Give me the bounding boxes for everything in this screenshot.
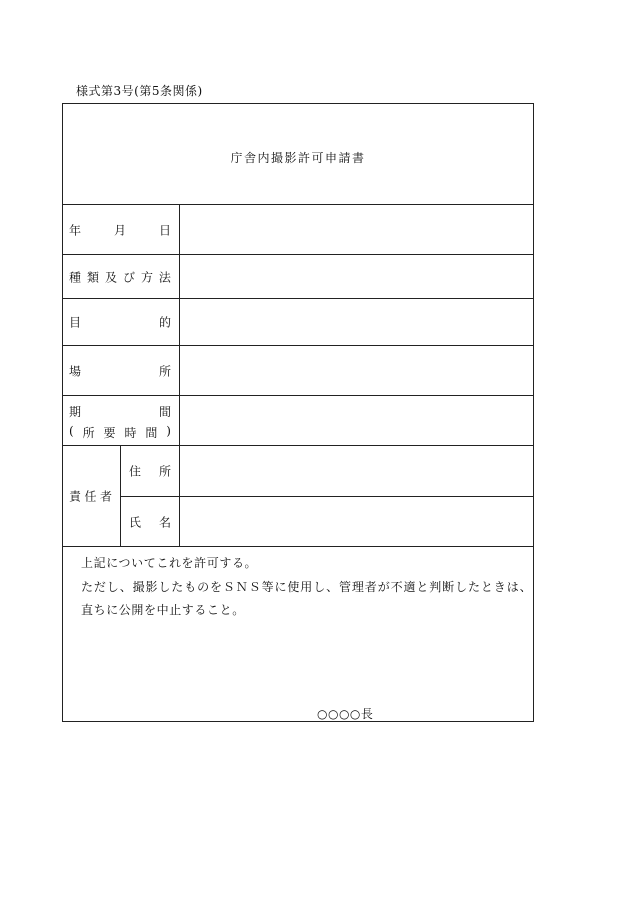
label-char: 場 [69,364,82,378]
label-char: び [122,270,135,284]
title-row [63,104,533,205]
application-form [62,103,534,722]
date-field[interactable] [180,205,533,254]
label-date [63,205,180,254]
notice-line-1: 上記についてこれを許可する。 [81,556,258,570]
label-char: 住 [129,464,142,479]
label-char: 名 [158,515,171,529]
label-char: 的 [158,315,171,330]
label-char: 日 [158,223,171,237]
label-char: 所 [158,364,171,378]
label-char: 所 [82,426,95,440]
label-char: 期 [69,405,82,419]
label-char: 目 [69,315,82,330]
row-responsible [63,446,533,547]
row-place [63,346,533,396]
label-name [121,497,180,546]
label-purpose [63,299,180,345]
label-char: ) [166,424,171,438]
label-char: 時 [124,426,137,440]
label-char: 要 [103,426,116,440]
label-type-method [63,255,180,298]
label-responsible [63,446,121,546]
signer: ○○○○長 [317,707,374,721]
label-char: 氏 [129,515,142,529]
address-field[interactable] [180,446,533,496]
label-char: 任 [84,489,97,504]
label-char: 方 [140,270,153,284]
form-title: 庁舎内撮影許可申請書 [230,151,366,165]
approval-notice [63,547,533,721]
label-char: 間 [158,405,171,419]
period-field[interactable] [180,396,533,445]
place-field[interactable] [180,346,533,395]
notice-line-3: 直ちに公開を中止すること。 [81,603,245,617]
label-char: 間 [145,426,158,440]
label-char: 類 [86,270,99,284]
label-period [63,396,180,445]
label-char: 年 [69,223,82,237]
label-char: ( [69,424,74,438]
row-date [63,205,533,255]
label-char: 及 [104,270,117,284]
row-type-method [63,255,533,299]
label-char: 責 [69,489,82,504]
label-char: 所 [158,464,171,479]
label-char: 月 [113,223,126,237]
purpose-field[interactable] [180,299,533,345]
label-char: 者 [99,489,112,504]
label-char: 種 [69,270,82,284]
type-method-field[interactable] [180,255,533,298]
notice-line-2: ただし、撮影したものをＳＮＳ等に使用し、管理者が不適と判断したときは、 [81,580,533,594]
row-period [63,396,533,446]
label-address [121,446,180,496]
row-purpose [63,299,533,346]
name-field[interactable] [180,497,533,546]
label-char: 法 [158,270,171,284]
form-number: 様式第3号(第5条関係) [76,84,203,98]
label-place [63,346,180,395]
